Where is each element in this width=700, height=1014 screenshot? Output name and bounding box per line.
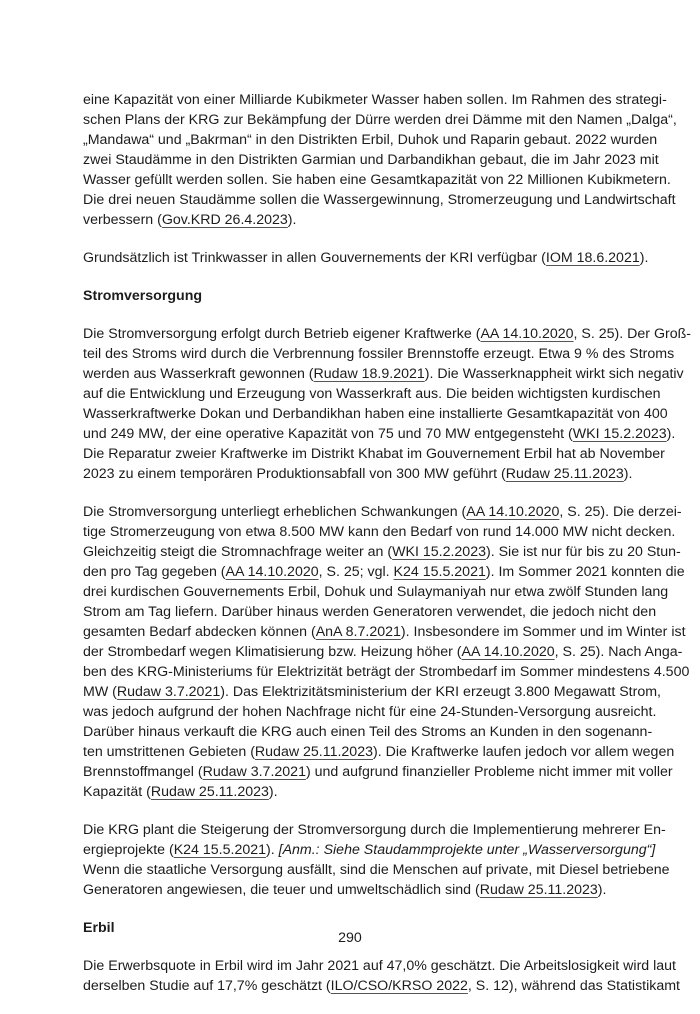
- text-line: [83, 110, 677, 130]
- source-citation-link[interactable]: AnA 8.7.2021: [315, 624, 401, 640]
- text-span: , S. 25). Nach Anga-: [554, 644, 683, 660]
- text-line: [83, 344, 675, 364]
- text-span: Strom am Tag liefern. Darüber hinaus werden Generatoren verwendet, die jedoch nicht den: [83, 604, 657, 620]
- text-line: [83, 860, 670, 880]
- text-span: zwei Staudämme in den Distrikten Garmian und Darbandikhan gebaut, die im Jahr 2023 mit: [83, 152, 659, 168]
- paragraph: [83, 820, 670, 900]
- text-span: Brennstoffmangel (: [83, 764, 203, 780]
- text-span: und 249 MW, der eine operative Kapazität von 75 und 70 MW entgegensteht (: [83, 426, 573, 442]
- text-line: [83, 702, 657, 722]
- source-citation-link[interactable]: Rudaw 25.11.2023: [150, 784, 269, 800]
- text-span: MW (: [83, 684, 117, 700]
- paragraph: [83, 502, 690, 802]
- text-span: Die Stromversorgung unterliegt erheblichen Schwankungen (: [83, 504, 467, 520]
- text-span: ).: [639, 250, 649, 266]
- text-span: „Mandawa“ und „Bakrman“ in den Distrikten Erbil, Duhok und Raparin gebaut. 2022 wurden: [83, 132, 658, 148]
- text-span: , S. 25). Der Groß-: [573, 326, 691, 342]
- text-span: ).: [623, 466, 633, 482]
- source-citation-link[interactable]: AA 14.10.2020: [466, 504, 560, 520]
- source-citation-link[interactable]: AA 14.10.2020: [225, 564, 319, 580]
- source-citation-link[interactable]: ILO/CSO/KRSO 2022: [330, 978, 468, 994]
- text-line: [83, 190, 676, 210]
- text-span: , S. 12), während das Statistikamt: [467, 978, 680, 994]
- source-citation-link[interactable]: IOM 18.6.2021: [545, 250, 640, 266]
- source-citation-link[interactable]: Gov.KRD 26.4.2023: [161, 212, 288, 228]
- source-citation-link[interactable]: AA 14.10.2020: [461, 644, 555, 660]
- text-span: Die Reparatur zweier Kraftwerke im Distrikt Khabat im Gouvernement Erbil hat ab November: [83, 446, 665, 462]
- text-span: gesamten Bedarf abdecken können (: [83, 624, 316, 640]
- text-span: , S. 25; vgl.: [318, 564, 394, 580]
- text-span: eine Kapazität von einer Milliarde Kubikmeter Wasser haben sollen. Im Rahmen des strategi-: [83, 92, 667, 108]
- text-span: ben des KRG-Ministeriums für Elektrizität beträgt der Strombedarf im Sommer mindestens 4.500: [83, 664, 690, 680]
- text-span: ).: [597, 882, 607, 898]
- text-line: [83, 662, 690, 682]
- text-line: [83, 324, 691, 344]
- text-line: [83, 210, 618, 230]
- text-span: Grundsätzlich ist Trinkwasser in allen Gouvernements der KRI verfügbar (: [83, 250, 546, 266]
- text-span: auf die Entwicklung und Erzeugung von Wasserkraft aus. Die beiden wichtigsten kurdischen: [83, 386, 661, 402]
- text-span: Die KRG plant die Steigerung der Stromversorgung durch die Implementierung mehrerer En-: [83, 822, 666, 838]
- paragraph: [83, 324, 691, 484]
- text-span: ). Die Kraftwerke laufen jedoch vor allem wegen: [372, 744, 675, 760]
- text-span: drei kurdischen Gouvernements Erbil, Dohuk und Sulaymaniyah nur etwa zwölf Stunden lang: [83, 584, 669, 600]
- text-span: der Strombedarf wegen Klimatisierung bzw. Heizung höher (: [83, 644, 462, 660]
- text-line: [83, 602, 657, 622]
- section-heading: Stromversorgung: [83, 288, 203, 304]
- text-span: ).: [287, 212, 297, 228]
- text-span: Die Erwerbsquote in Erbil wird im Jahr 2021 auf 47,0% geschätzt. Die Arbeitslosigkeit wird laut: [83, 958, 676, 974]
- text-span: ten umstrittenen Gebieten (: [83, 744, 255, 760]
- source-citation-link[interactable]: Rudaw 25.11.2023: [254, 744, 373, 760]
- text-span: 2023 zu einem temporären Produktionsabfall von 300 MW geführt (: [83, 466, 506, 482]
- text-span: ) und aufgrund finanzieller Probleme nicht immer mit voller: [305, 764, 673, 780]
- text-line: [83, 840, 656, 860]
- text-span: Gleichzeitig steigt die Stromnachfrage weiter an (: [83, 544, 393, 560]
- text-span: Wasser gefüllt werden sollen. Sie haben eine Gesamtkapazität von 22 Millionen Kubikmetern.: [83, 172, 671, 188]
- text-span: Wasserkraftwerke Dokan und Derbandikhan haben eine installierte Gesamtkapazität von 400: [83, 406, 668, 422]
- text-span: ). Sie ist nur für bis zu 20 Stun-: [485, 544, 681, 560]
- text-line: [83, 682, 661, 702]
- text-span: Darüber hinaus verkauft die KRG auch einen Teil des Stroms an Kunden in den sogenann-: [83, 724, 653, 740]
- paragraph: [83, 956, 680, 996]
- text-span: Wenn die staatliche Versorgung ausfällt, sind die Menschen auf private, mit Diesel betriebene: [83, 862, 670, 878]
- text-line: [83, 90, 667, 110]
- text-span: was jedoch aufgrund der hohen Nachfrage nicht für eine 24-Stunden-Versorgung ausreicht.: [83, 704, 657, 720]
- text-line: [83, 956, 676, 976]
- text-line: [83, 424, 676, 444]
- text-line: [83, 464, 633, 484]
- text-span: verbessern (: [83, 212, 162, 228]
- source-citation-link[interactable]: Rudaw 25.11.2023: [505, 466, 624, 482]
- text-span: derselben Studie auf 17,7% geschätzt (: [83, 978, 331, 994]
- text-span: schen Plans der KRG zur Bekämpfung der Dürre werden drei Dämme mit den Namen „Dalga“,: [83, 112, 677, 128]
- text-line: [83, 130, 658, 150]
- source-citation-link[interactable]: Rudaw 3.7.2021: [202, 764, 306, 780]
- text-line: [83, 502, 682, 522]
- text-line: [83, 384, 661, 404]
- text-line: [83, 364, 684, 384]
- editorial-note: [Anm.: Siehe Staudammprojekte unter „Wasserversorgung“]: [278, 842, 656, 858]
- text-line: [83, 444, 665, 464]
- text-span: ). Das Elektrizitätsministerium der KRI erzeugt 3.800 Megawatt Strom,: [220, 684, 661, 700]
- text-line: [83, 562, 685, 582]
- page-number: 290: [338, 930, 362, 946]
- text-line: [83, 642, 683, 662]
- text-span: , S. 25). Die derzei-: [559, 504, 682, 520]
- text-span: ). Insbesondere im Sommer und im Winter ist: [400, 624, 686, 640]
- text-span: den pro Tag gegeben (: [83, 564, 226, 580]
- text-line: [83, 722, 653, 742]
- text-span: ).: [266, 842, 279, 858]
- text-span: Kapazität (: [83, 784, 151, 800]
- text-span: ).: [268, 784, 278, 800]
- text-line: [83, 522, 676, 542]
- text-span: Die drei neuen Staudämme sollen die Wassergewinnung, Stromerzeugung und Landwirtschaft: [83, 192, 676, 208]
- text-line: [83, 248, 649, 268]
- text-line: [83, 170, 671, 190]
- text-span: teil des Stroms wird durch die Verbrennung fossiler Brennstoffe erzeugt. Etwa 9 % des Stroms: [83, 346, 675, 362]
- text-line: [83, 150, 659, 170]
- text-span: ). Die Wasserknappheit wirkt sich negativ: [424, 366, 684, 382]
- text-span: Die Stromversorgung erfolgt durch Betrieb eigener Kraftwerke (: [83, 326, 481, 342]
- text-line: [83, 880, 618, 900]
- text-span: ergieprojekte (: [83, 842, 174, 858]
- source-citation-link[interactable]: AA 14.10.2020: [480, 326, 574, 342]
- source-citation-link[interactable]: Rudaw 25.11.2023: [479, 882, 598, 898]
- source-citation-link[interactable]: WKI 15.2.2023: [572, 426, 667, 442]
- section-heading: Erbil: [83, 920, 115, 936]
- paragraph: [83, 90, 677, 230]
- text-line: [83, 742, 675, 762]
- text-span: werden aus Wasserkraft gewonnen (: [83, 366, 314, 382]
- source-citation-link[interactable]: Rudaw 3.7.2021: [116, 684, 221, 700]
- text-line: [83, 782, 618, 802]
- source-citation-link[interactable]: K24 15.5.2021: [173, 842, 267, 858]
- source-citation-link[interactable]: WKI 15.2.2023: [392, 544, 486, 560]
- text-line: [83, 542, 681, 562]
- source-citation-link[interactable]: Rudaw 18.9.2021: [313, 366, 425, 382]
- text-span: ). Im Sommer 2021 konnten die: [485, 564, 685, 580]
- text-line: [83, 976, 680, 996]
- text-span: ).: [666, 426, 676, 442]
- source-citation-link[interactable]: K24 15.5.2021: [393, 564, 486, 580]
- text-span: Generatoren angewiesen, die teuer und umweltschädlich sind (: [83, 882, 480, 898]
- text-line: [83, 404, 668, 424]
- document-page-body: [83, 90, 691, 1014]
- text-line: [83, 622, 686, 642]
- text-line: [83, 582, 669, 602]
- text-line: [83, 762, 673, 782]
- text-span: tige Stromerzeugung von etwa 8.500 MW kann den Bedarf von rund 14.000 MW nicht decken.: [83, 524, 676, 540]
- paragraph: [83, 248, 649, 268]
- text-line: [83, 820, 666, 840]
